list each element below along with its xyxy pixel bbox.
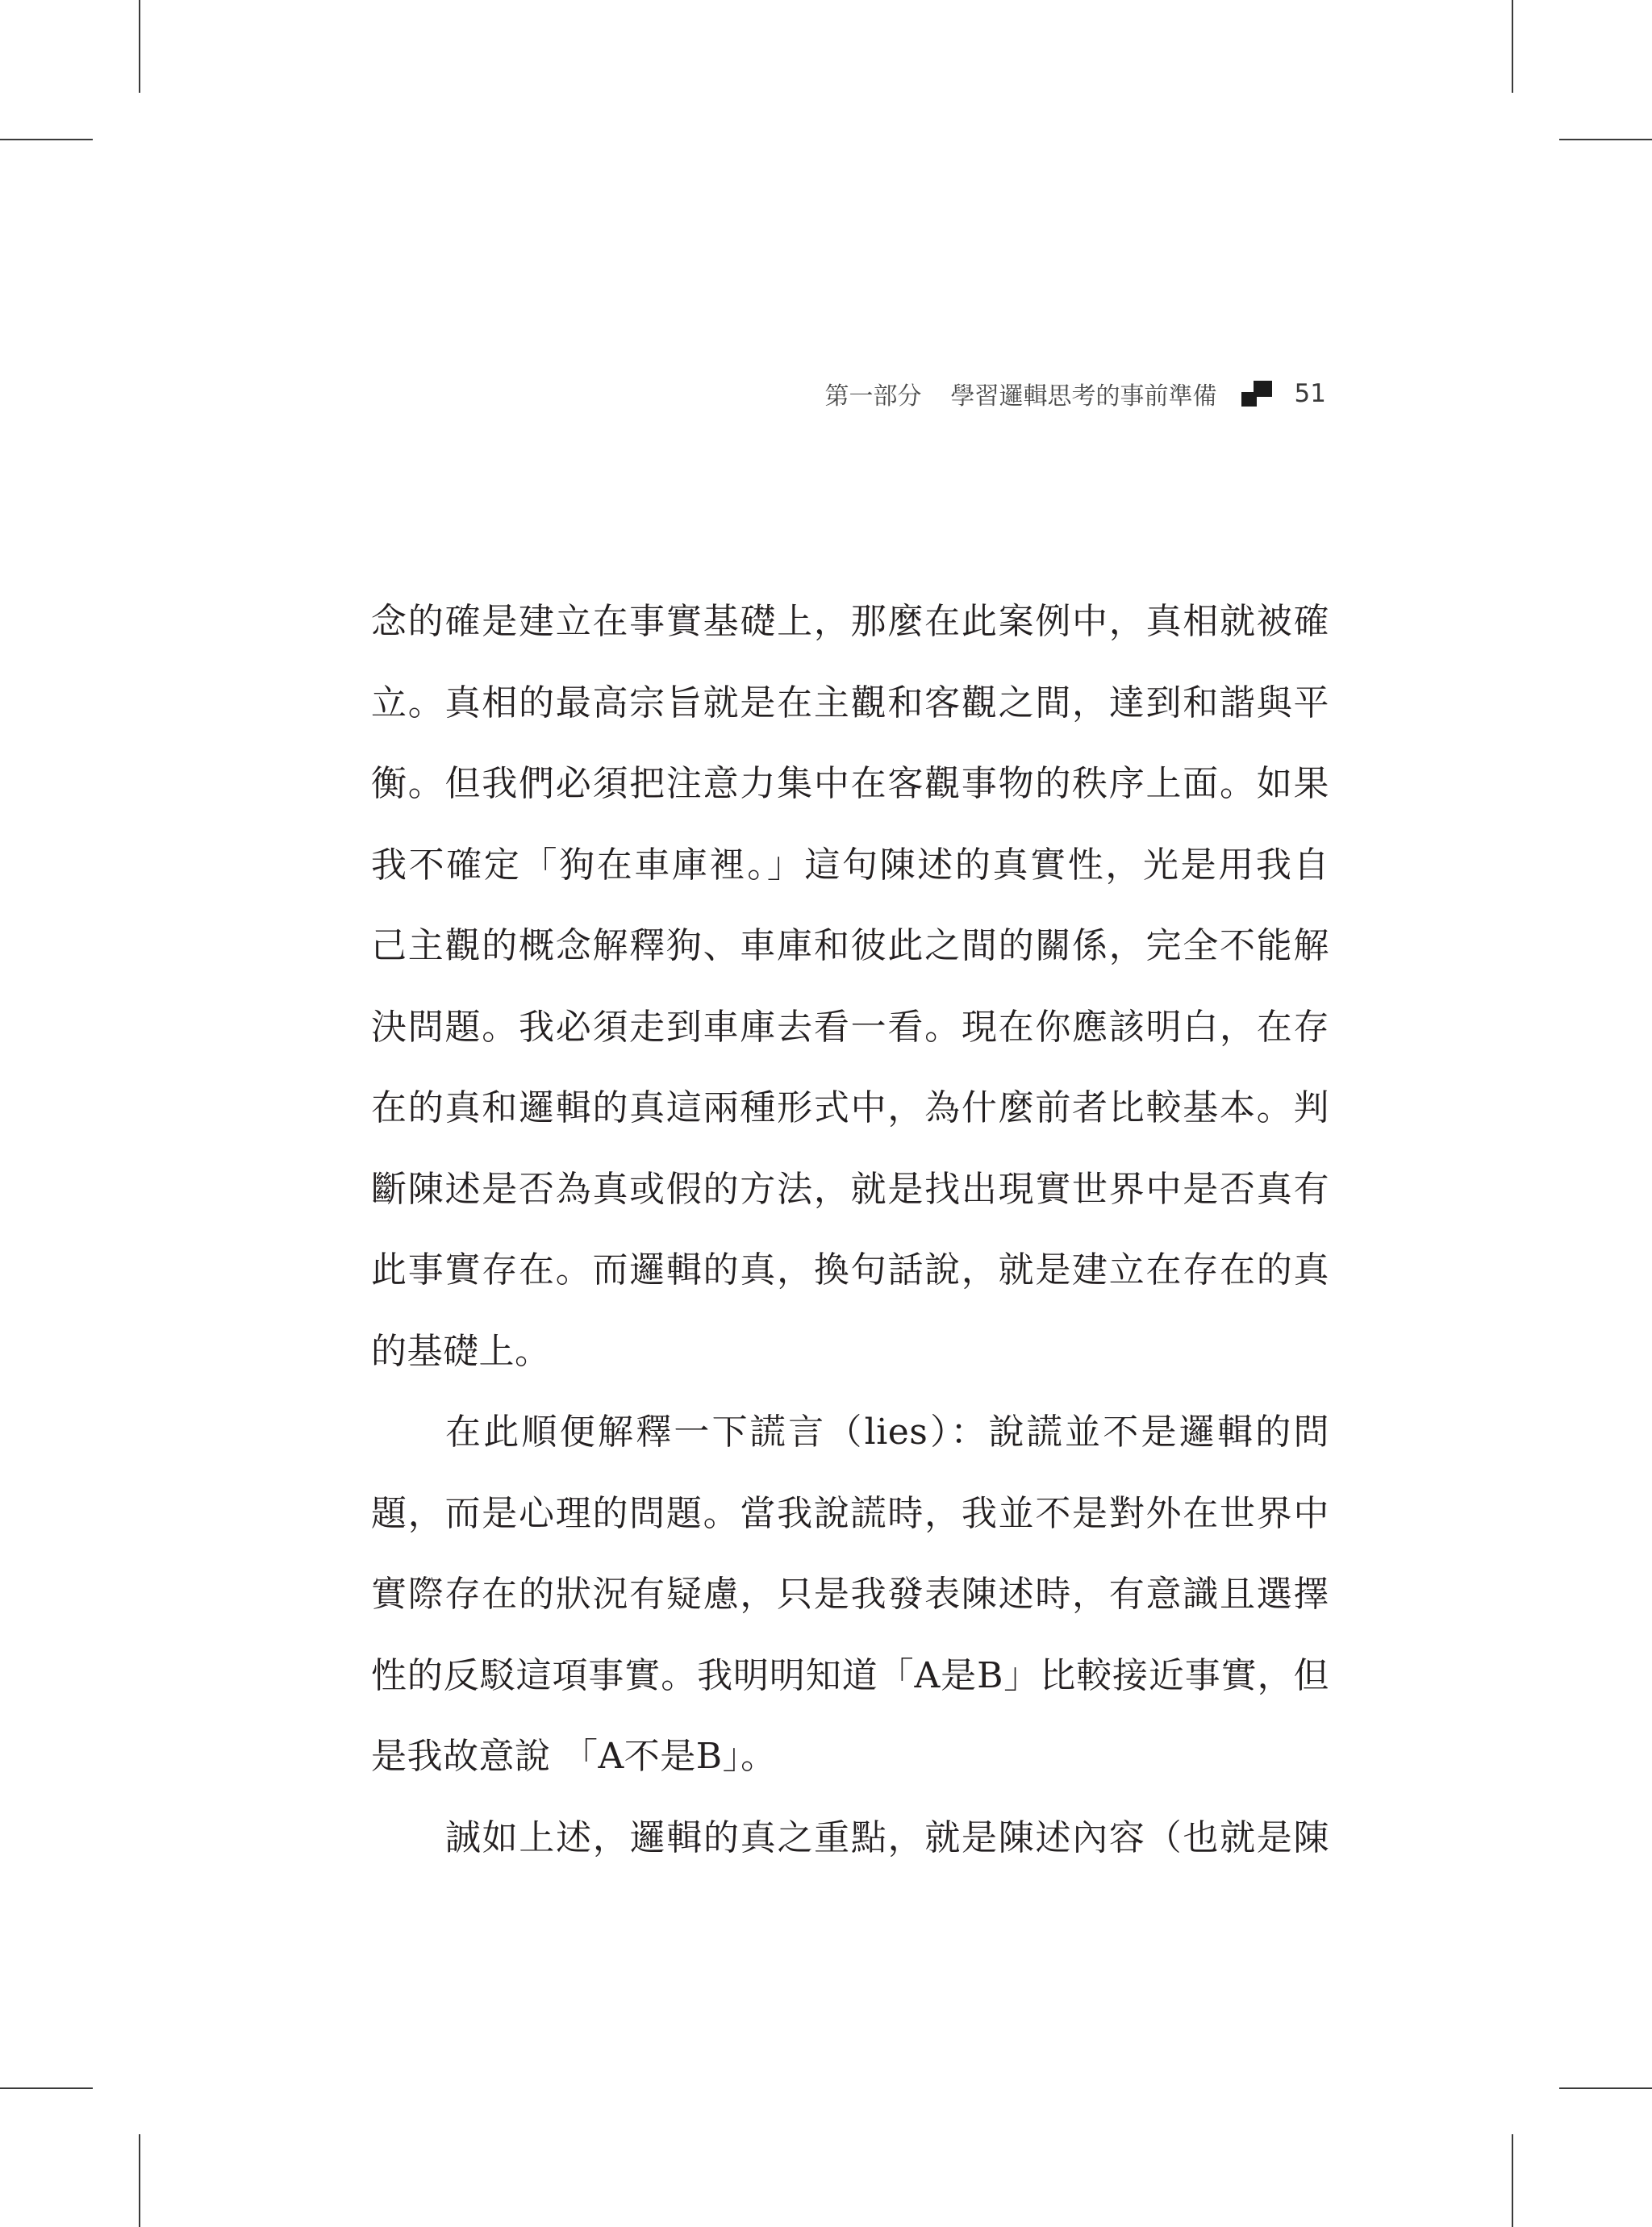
text-line: 誠如上述，邏輯的真之重點，就是陳述內容（也就是陳	[445, 1816, 1329, 1858]
crop-mark-top-right-horizontal	[1559, 139, 1652, 140]
text-line: 斷陳述是否為真或假的方法，就是找出現實世界中是否真有	[371, 1168, 1329, 1210]
text-line: 己主觀的概念解釋狗、車庫和彼此之間的關係，完全不能解	[371, 925, 1329, 966]
text-line: 在此順便解釋一下謊言（lies）：說謊並不是邏輯的問	[445, 1412, 1329, 1453]
header-chapter-title: 學習邏輯思考的事前準備	[950, 382, 1217, 411]
text-line: 此事實存在。而邏輯的真，換句話說，就是建立在存在的真	[371, 1249, 1329, 1291]
text-line: 立。真相的最高宗旨就是在主觀和客觀之間，達到和諧與平	[371, 682, 1329, 724]
crop-mark-top-left-horizontal	[0, 139, 93, 140]
crop-mark-bottom-right-vertical	[1512, 2134, 1513, 2227]
text-line: 我不確定「狗在車庫裡。」這句陳述的真實性，光是用我自	[371, 844, 1329, 886]
text-line: 實際存在的狀況有疑慮，只是我發表陳述時，有意識且選擇	[371, 1574, 1329, 1615]
text-line: 性的反駁這項事實。我明明知道「A是B」比較接近事實，但	[371, 1654, 1329, 1696]
header-square-marker-icon	[1241, 381, 1272, 407]
text-line: 決問題。我必須走到車庫去看一看。現在你應該明白，在存	[371, 1006, 1329, 1048]
header-part-label: 第一部分	[824, 382, 922, 411]
page-number: 51	[1294, 379, 1326, 408]
text-line: 的基礎上。	[371, 1330, 551, 1372]
crop-mark-bottom-right-horizontal	[1559, 2087, 1652, 2089]
crop-mark-top-left-vertical	[139, 0, 140, 93]
body-text	[371, 595, 1329, 1892]
running-header	[825, 373, 1326, 415]
text-line: 在的真和邏輯的真這兩種形式中，為什麼前者比較基本。判	[371, 1087, 1329, 1128]
text-line: 題，而是心理的問題。當我說謊時，我並不是對外在世界中	[371, 1492, 1329, 1534]
crop-mark-bottom-left-horizontal	[0, 2087, 93, 2089]
text-line: 是我故意說 「A不是B」。	[371, 1736, 777, 1777]
text-line: 念的確是建立在事實基礎上，那麼在此案例中，真相就被確	[371, 601, 1329, 642]
crop-mark-bottom-left-vertical	[139, 2134, 140, 2227]
crop-mark-top-right-vertical	[1512, 0, 1513, 93]
text-line: 衡。但我們必須把注意力集中在客觀事物的秩序上面。如果	[371, 763, 1329, 804]
